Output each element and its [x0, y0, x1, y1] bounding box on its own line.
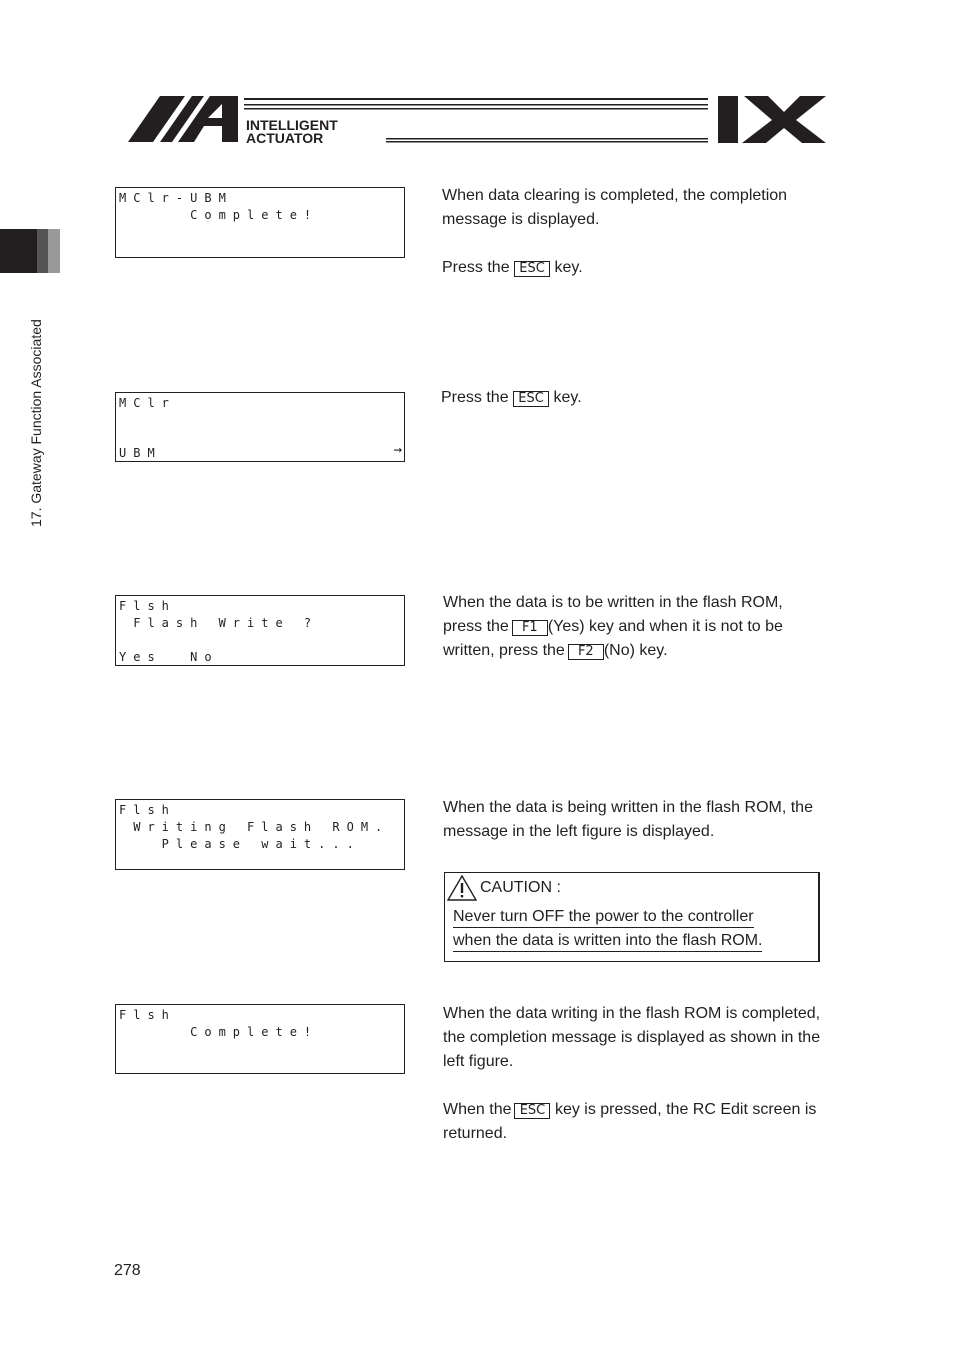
- esc-key: ESC: [513, 391, 549, 407]
- description-flash-complete: [443, 1002, 843, 1146]
- lcd-line: Writing Flash ROM.: [119, 820, 390, 834]
- caution-title: CAUTION :: [480, 879, 561, 896]
- instruction-text: press the F1 (Yes) key and when it is not to be: [443, 618, 783, 635]
- description-text: When the data writing in the flash ROM is completed, the completion message is displayed as shown in the left figure.: [443, 1005, 821, 1070]
- chapter-tab-label: 17. Gateway Function Associated: [28, 319, 44, 527]
- esc-key: ESC: [514, 1103, 550, 1119]
- lcd-screen-flash-complete: [115, 1004, 405, 1074]
- page-number: 278: [114, 1262, 141, 1279]
- lcd-line: Flash Write ?: [119, 616, 319, 630]
- logo-text-intelligent: INTELLIGENT: [246, 117, 338, 133]
- description-text: When the data is being written in the flash ROM, the message in the left figure is displayed.: [443, 799, 813, 840]
- caution-text: Never turn OFF the power to the controller: [453, 907, 754, 928]
- description-text: When the data is to be written in the flash ROM,: [443, 594, 783, 611]
- lcd-screen-flash-write-prompt: [115, 595, 405, 666]
- lcd-line: Complete!: [119, 208, 319, 222]
- warning-triangle-icon: [447, 875, 477, 901]
- instruction-text: When the ESC key is pressed, the RC Edit screen is returned.: [443, 1101, 817, 1142]
- lcd-line: UBM: [119, 446, 162, 460]
- f2-key: F2: [568, 644, 604, 660]
- caution-box: [444, 872, 820, 962]
- description-clear-complete: [442, 184, 822, 280]
- lcd-line: Flsh: [119, 599, 176, 613]
- caution-text: when the data is written into the flash ROM.: [453, 931, 762, 952]
- instruction-text: Press the ESC key.: [442, 259, 583, 276]
- description-text: When data clearing is completed, the completion message is displayed.: [442, 187, 788, 228]
- lcd-line: MClr-UBM: [119, 191, 233, 205]
- lcd-screen-clear-complete: [115, 187, 405, 258]
- lcd-line: MClr: [119, 396, 176, 410]
- lcd-line: Complete!: [119, 1025, 319, 1039]
- instruction-text: written, press the F2 (No) key.: [443, 642, 668, 659]
- description-mclr-menu: [441, 386, 821, 410]
- logo-text-actuator: ACTUATOR: [246, 130, 324, 146]
- lcd-line: Please wait...: [119, 837, 361, 851]
- lcd-line: Yes No: [119, 650, 219, 664]
- intelligent-actuator-logo: [0, 0, 954, 160]
- chapter-tab-marker: [0, 229, 60, 273]
- f1-key: F1: [512, 620, 548, 636]
- description-writing-flash: [443, 796, 823, 844]
- esc-key: ESC: [514, 261, 550, 277]
- lcd-line: Flsh: [119, 803, 176, 817]
- lcd-line: Flsh: [119, 1008, 176, 1022]
- instruction-text: Press the ESC key.: [441, 389, 582, 406]
- right-arrow-icon: →: [393, 442, 402, 458]
- lcd-screen-mclr-menu: [115, 392, 405, 462]
- lcd-screen-writing-flash: [115, 799, 405, 870]
- description-flash-write-prompt: [443, 591, 843, 663]
